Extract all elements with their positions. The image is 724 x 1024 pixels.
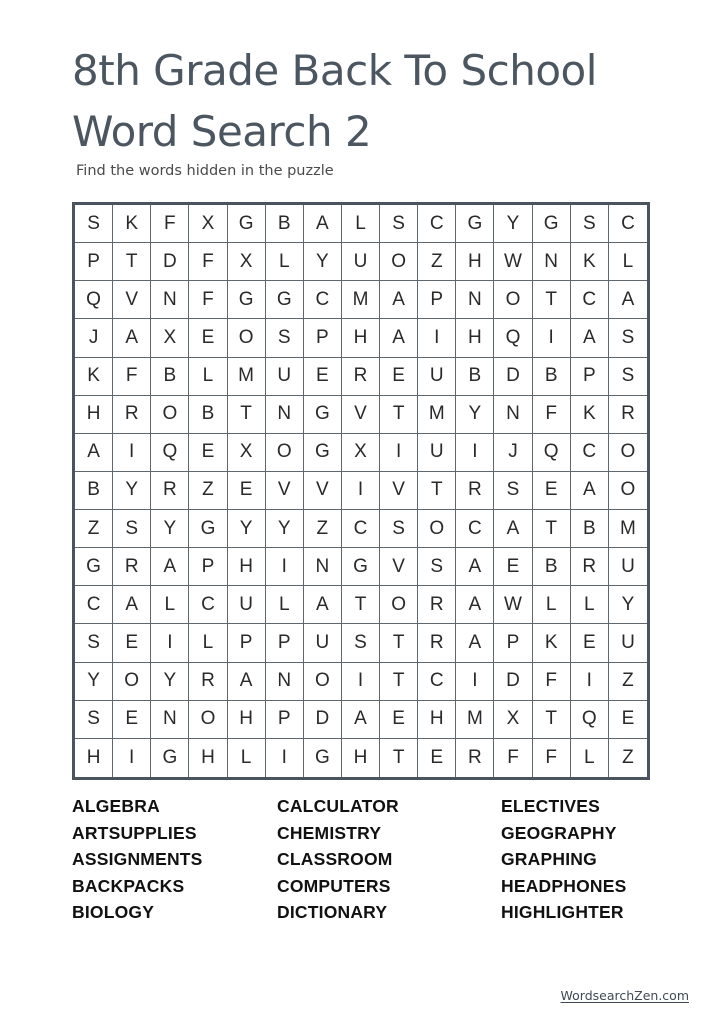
grid-cell: P: [494, 624, 532, 662]
grid-cell: Q: [571, 701, 609, 739]
grid-cell: Y: [304, 243, 342, 281]
grid-cell: Y: [151, 510, 189, 548]
grid-cell: R: [571, 548, 609, 586]
grid-cell: V: [342, 396, 380, 434]
grid-cell: O: [151, 396, 189, 434]
grid-cell: R: [418, 624, 456, 662]
grid-cell: J: [494, 434, 532, 472]
grid-cell: P: [228, 624, 266, 662]
grid-cell: I: [571, 663, 609, 701]
grid-cell: H: [75, 396, 113, 434]
grid-cell: F: [151, 205, 189, 243]
grid-cell: C: [418, 205, 456, 243]
grid-cell: Y: [494, 205, 532, 243]
word-list-item: BIOLOGY: [72, 902, 155, 922]
footer-link[interactable]: WordsearchZen.com: [560, 988, 689, 1003]
grid-cell: F: [189, 243, 227, 281]
grid-cell: G: [228, 281, 266, 319]
grid-cell: G: [342, 548, 380, 586]
grid-cell: Y: [609, 586, 647, 624]
grid-cell: S: [380, 205, 418, 243]
grid-cell: A: [456, 586, 494, 624]
grid-cell: G: [456, 205, 494, 243]
grid-cell: P: [571, 358, 609, 396]
grid-cell: I: [456, 663, 494, 701]
grid-cell: Y: [113, 472, 151, 510]
grid-cell: C: [75, 586, 113, 624]
grid-cell: S: [571, 205, 609, 243]
word-list: [72, 793, 692, 933]
grid-cell: Y: [75, 663, 113, 701]
grid-cell: G: [151, 739, 189, 777]
grid-cell: L: [609, 243, 647, 281]
word-list-item: HEADPHONES: [501, 875, 627, 896]
grid-cell: N: [266, 663, 304, 701]
grid-cell: N: [266, 396, 304, 434]
grid-cell: V: [304, 472, 342, 510]
grid-cell: I: [533, 319, 571, 357]
grid-cell: M: [342, 281, 380, 319]
grid-cell: C: [342, 510, 380, 548]
grid-cell: U: [609, 624, 647, 662]
grid-cell: X: [189, 205, 227, 243]
grid-cell: I: [113, 434, 151, 472]
grid-cell: G: [304, 739, 342, 777]
word-list-item: ALGEBRA: [72, 796, 160, 816]
grid-cell: S: [266, 319, 304, 357]
grid-cell: S: [75, 701, 113, 739]
grid-cell: P: [304, 319, 342, 357]
grid-cell: E: [533, 472, 571, 510]
grid-cell: C: [609, 205, 647, 243]
grid-cell: O: [266, 434, 304, 472]
grid-cell: V: [380, 548, 418, 586]
grid-cell: H: [456, 243, 494, 281]
grid-cell: E: [609, 701, 647, 739]
grid-cell: U: [266, 358, 304, 396]
grid-cell: Q: [494, 319, 532, 357]
grid-cell: L: [189, 358, 227, 396]
grid-cell: E: [418, 739, 456, 777]
grid-cell: C: [571, 281, 609, 319]
grid-cell: A: [571, 472, 609, 510]
grid-cell: T: [380, 624, 418, 662]
grid-cell: R: [456, 472, 494, 510]
grid-cell: S: [609, 319, 647, 357]
page-subtitle: Find the words hidden in the puzzle: [76, 163, 334, 179]
grid-cell: C: [189, 586, 227, 624]
grid-cell: K: [533, 624, 571, 662]
word-list-item: COMPUTERS: [277, 875, 391, 896]
grid-cell: T: [380, 739, 418, 777]
grid-cell: O: [304, 663, 342, 701]
grid-cell: L: [571, 586, 609, 624]
word-list-item: ARTSUPPLIES: [72, 822, 197, 843]
grid-cell: A: [151, 548, 189, 586]
grid-cell: D: [494, 358, 532, 396]
word-list-item: CALCULATOR: [277, 796, 399, 816]
grid-cell: G: [75, 548, 113, 586]
grid-cell: H: [228, 548, 266, 586]
grid-cell: I: [380, 434, 418, 472]
grid-cell: B: [266, 205, 304, 243]
grid-cell: G: [533, 205, 571, 243]
grid-cell: Z: [609, 663, 647, 701]
grid-cell: A: [113, 319, 151, 357]
grid-cell: S: [380, 510, 418, 548]
grid-cell: D: [304, 701, 342, 739]
grid-cell: G: [189, 510, 227, 548]
grid-cell: P: [75, 243, 113, 281]
word-list-item: DICTIONARY: [277, 902, 388, 922]
grid-cell: M: [456, 701, 494, 739]
grid-cell: E: [113, 701, 151, 739]
grid-cell: D: [494, 663, 532, 701]
grid-cell: H: [418, 701, 456, 739]
grid-cell: N: [494, 396, 532, 434]
grid-cell: A: [304, 586, 342, 624]
grid-cell: L: [228, 739, 266, 777]
grid-cell: K: [113, 205, 151, 243]
grid-cell: T: [418, 472, 456, 510]
grid-cell: S: [75, 205, 113, 243]
grid-cell: M: [228, 358, 266, 396]
grid-cell: G: [304, 396, 342, 434]
grid-cell: X: [342, 434, 380, 472]
grid-cell: U: [609, 548, 647, 586]
grid-cell: Y: [456, 396, 494, 434]
grid-cell: B: [571, 510, 609, 548]
grid-cell: A: [571, 319, 609, 357]
grid-cell: I: [113, 739, 151, 777]
grid-cell: L: [266, 586, 304, 624]
grid-cell: A: [113, 586, 151, 624]
grid-cell: T: [228, 396, 266, 434]
grid-cell: A: [380, 281, 418, 319]
grid-cell: U: [228, 586, 266, 624]
grid-cell: C: [418, 663, 456, 701]
grid-cell: Z: [75, 510, 113, 548]
grid-cell: S: [342, 624, 380, 662]
grid-cell: A: [456, 548, 494, 586]
grid-cell: C: [456, 510, 494, 548]
grid-cell: E: [380, 701, 418, 739]
grid-cell: B: [151, 358, 189, 396]
grid-cell: C: [304, 281, 342, 319]
grid-cell: O: [609, 472, 647, 510]
grid-cell: Y: [228, 510, 266, 548]
grid-cell: I: [342, 663, 380, 701]
grid-cell: I: [266, 548, 304, 586]
grid-cell: R: [456, 739, 494, 777]
grid-cell: M: [418, 396, 456, 434]
grid-cell: X: [228, 243, 266, 281]
grid-cell: W: [494, 243, 532, 281]
word-list-item: BACKPACKS: [72, 875, 185, 896]
grid-cell: I: [456, 434, 494, 472]
grid-cell: A: [609, 281, 647, 319]
word-list-item: CHEMISTRY: [277, 822, 382, 843]
grid-cell: W: [494, 586, 532, 624]
grid-cell: N: [456, 281, 494, 319]
grid-cell: S: [75, 624, 113, 662]
grid-cell: D: [151, 243, 189, 281]
grid-cell: I: [342, 472, 380, 510]
grid-cell: O: [418, 510, 456, 548]
grid-cell: Z: [189, 472, 227, 510]
grid-cell: Z: [418, 243, 456, 281]
grid-cell: R: [113, 548, 151, 586]
grid-cell: I: [151, 624, 189, 662]
grid-cell: L: [533, 586, 571, 624]
grid-cell: T: [380, 396, 418, 434]
grid-cell: N: [533, 243, 571, 281]
grid-cell: I: [418, 319, 456, 357]
grid-cell: V: [266, 472, 304, 510]
grid-cell: O: [380, 243, 418, 281]
grid-cell: P: [189, 548, 227, 586]
grid-cell: P: [266, 624, 304, 662]
grid-cell: F: [533, 739, 571, 777]
grid-cell: A: [228, 663, 266, 701]
grid-cell: O: [228, 319, 266, 357]
grid-cell: P: [266, 701, 304, 739]
grid-cell: G: [266, 281, 304, 319]
grid-cell: T: [533, 510, 571, 548]
grid-cell: U: [304, 624, 342, 662]
grid-cell: K: [571, 243, 609, 281]
grid-cell: S: [418, 548, 456, 586]
grid-cell: A: [75, 434, 113, 472]
grid-cell: K: [75, 358, 113, 396]
grid-cell: E: [228, 472, 266, 510]
grid-cell: V: [380, 472, 418, 510]
word-list-column-1: [72, 793, 203, 926]
grid-cell: E: [380, 358, 418, 396]
grid-cell: L: [571, 739, 609, 777]
grid-cell: X: [228, 434, 266, 472]
grid-cell: H: [228, 701, 266, 739]
grid-cell: O: [494, 281, 532, 319]
grid-cell: M: [609, 510, 647, 548]
grid-cell: T: [342, 586, 380, 624]
grid-cell: H: [342, 319, 380, 357]
grid-cell: F: [494, 739, 532, 777]
grid-cell: B: [533, 358, 571, 396]
grid-cell: T: [533, 701, 571, 739]
word-list-item: GRAPHING: [501, 849, 597, 869]
word-search-grid: [72, 202, 650, 780]
grid-cell: A: [494, 510, 532, 548]
grid-cell: A: [304, 205, 342, 243]
grid-cell: F: [533, 396, 571, 434]
grid-cell: G: [228, 205, 266, 243]
grid-cell: Y: [151, 663, 189, 701]
grid-cell: R: [342, 358, 380, 396]
grid-cell: A: [342, 701, 380, 739]
grid-cell: H: [75, 739, 113, 777]
grid-cell: T: [380, 663, 418, 701]
grid-cell: F: [189, 281, 227, 319]
grid-cell: Z: [622, 746, 634, 768]
grid-cell: H: [342, 739, 380, 777]
grid-cell: E: [189, 434, 227, 472]
word-list-column-3: [501, 793, 627, 926]
grid-cell: S: [609, 358, 647, 396]
grid-cell: G: [304, 434, 342, 472]
grid-cell: R: [189, 663, 227, 701]
grid-cell: F: [113, 358, 151, 396]
grid-cell: B: [189, 396, 227, 434]
grid-cell: O: [189, 701, 227, 739]
grid-cell: C: [571, 434, 609, 472]
grid-cell: E: [189, 319, 227, 357]
grid-cell: U: [342, 243, 380, 281]
grid-cell: N: [304, 548, 342, 586]
grid-cell: E: [113, 624, 151, 662]
grid-cell: L: [151, 586, 189, 624]
grid-cell: U: [418, 434, 456, 472]
grid-cell: K: [571, 396, 609, 434]
grid-cell: X: [151, 319, 189, 357]
word-list-column-2: [277, 793, 399, 926]
grid-cell: Z: [304, 510, 342, 548]
grid-cell: O: [609, 434, 647, 472]
grid-cell: X: [494, 701, 532, 739]
grid-cell: S: [494, 472, 532, 510]
grid-cell: E: [304, 358, 342, 396]
grid-cell: V: [113, 281, 151, 319]
grid-cell: B: [533, 548, 571, 586]
grid-cell: J: [75, 319, 113, 357]
grid-cell: B: [456, 358, 494, 396]
grid-cell: L: [342, 205, 380, 243]
grid-cell: T: [533, 281, 571, 319]
word-list-item: CLASSROOM: [277, 849, 393, 869]
grid-cell: A: [456, 624, 494, 662]
word-list-item: ELECTIVES: [501, 796, 601, 816]
grid-cell: R: [609, 396, 647, 434]
word-list-item: HIGHLIGHTER: [501, 902, 624, 922]
word-list-item: ASSIGNMENTS: [72, 849, 203, 869]
grid-cell: L: [266, 243, 304, 281]
grid-cell: I: [266, 739, 304, 777]
grid-cell: O: [380, 586, 418, 624]
grid-cell: R: [418, 586, 456, 624]
grid-cell: S: [113, 510, 151, 548]
grid-cell: R: [151, 472, 189, 510]
grid-cell: Y: [266, 510, 304, 548]
grid-cell: H: [456, 319, 494, 357]
grid-cell: E: [571, 624, 609, 662]
grid-cell: A: [380, 319, 418, 357]
grid-cell: Q: [151, 434, 189, 472]
grid-cell: E: [494, 548, 532, 586]
grid-cell: P: [418, 281, 456, 319]
grid-cell: L: [189, 624, 227, 662]
word-list-item: GEOGRAPHY: [501, 822, 617, 843]
grid-cell: F: [533, 663, 571, 701]
grid-cell: O: [113, 663, 151, 701]
grid-cell: Q: [533, 434, 571, 472]
page-title: 8th Grade Back To School Word Search 2: [72, 46, 597, 156]
grid-cell: R: [113, 396, 151, 434]
grid-cell: N: [151, 701, 189, 739]
grid-cell: Q: [75, 281, 113, 319]
grid-cell: T: [113, 243, 151, 281]
grid-cell: U: [418, 358, 456, 396]
grid-cell: N: [151, 281, 189, 319]
grid-cell: B: [75, 472, 113, 510]
grid-cell: H: [189, 739, 227, 777]
